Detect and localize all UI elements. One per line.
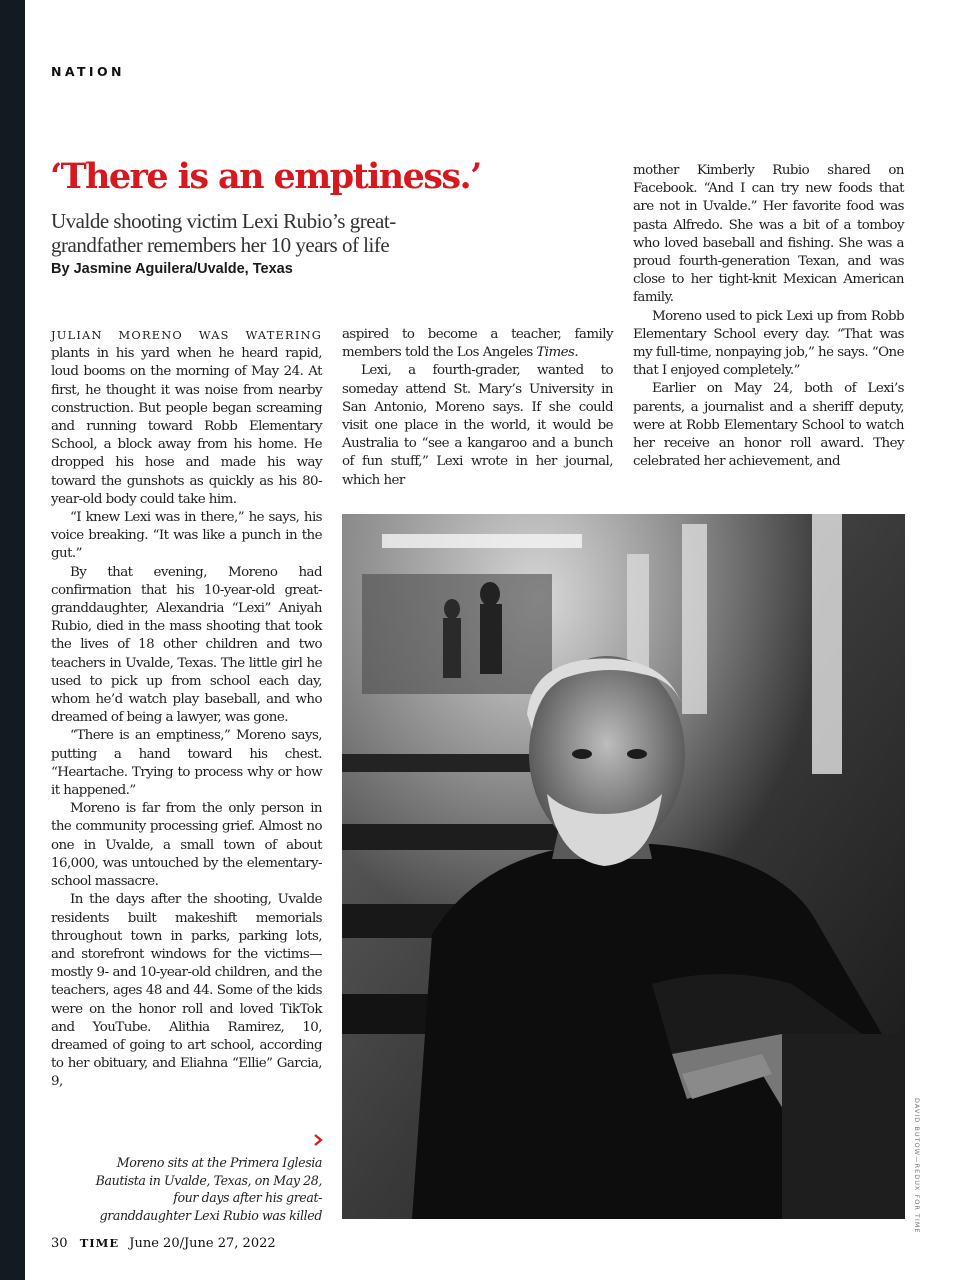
issue-date: June 20/June 27, 2022	[129, 1236, 276, 1251]
page-footer	[51, 1236, 276, 1251]
body-paragraph: aspired to become a teacher, family members told the Los Angeles Times.	[342, 327, 613, 361]
body-paragraph: “There is an emptiness,” Moreno says, putting a hand toward his chest. “Heartache. Trying to process why or how it happened.”	[51, 728, 322, 799]
article-byline: By Jasmine Aguilera/Uvalde, Texas	[51, 261, 293, 277]
magazine-brand: TIME	[79, 1236, 120, 1250]
body-paragraph: “I knew Lexi was in there,” he says, his voice breaking. “It was like a punch in the gut.”	[51, 510, 322, 562]
portrait-illustration	[342, 514, 905, 1219]
body-paragraph: Moreno used to pick Lexi up from Robb Elementary School every day. “That was my full-time, nonpaying job,” he says. “One that I enjoyed completely.”	[633, 308, 904, 379]
page-number: 30	[51, 1236, 68, 1251]
photo-credit: DAVID BUTOW—REDUX FOR TIME	[913, 1098, 921, 1234]
body-column-2	[342, 326, 613, 490]
portrait-photo	[342, 514, 905, 1219]
article-headline: ‘There is an emptiness.’	[50, 156, 481, 197]
body-paragraph: mother Kimberly Rubio shared on Facebook. “And I can try new foods that are not in Uvalde.” Her favorite food was pasta Alfredo. She was a bit of a tomboy who loved baseball and fishing. She was a proud fourth-generation Texan, and was close to her tight-knit Mexican American family.	[633, 163, 904, 306]
body-column-3	[633, 162, 904, 471]
photo-caption: Moreno sits at the Primera Iglesia Bautista in Uvalde, Texas, on May 28, four days after his great-granddaughter Lexi Rubio was killed	[95, 1155, 322, 1223]
section-label: NATION	[51, 64, 125, 79]
body-column-1	[51, 326, 322, 1092]
page-spine	[0, 0, 25, 1280]
body-paragraph: Moreno is far from the only person in the community processing grief. Almost no one in Uvalde, a small town of about 16,000, was untouched by the elementary-school massacre.	[51, 801, 322, 890]
body-paragraph: Lexi, a fourth-grader, wanted to someday attend St. Mary’s University in San Antonio, Moreno says. If she could visit one place in the world, it would be Australia to “see a kangaroo and a bunch of fun stuff,” Lexi wrote in her journal, which her	[342, 363, 613, 488]
body-paragraph: In the days after the shooting, Uvalde residents built makeshift memorials throughout town in parks, parking lots, and storefront windows for the victims—mostly 9- and 10-year-old children, and the teachers, ages 48 and 44. Some of the kids were on the honor roll and loved TikTok and YouTube. Alithia Ramirez, 10, dreamed of going to art school, according to her obituary, and Eliahna “Ellie” Garcia, 9,	[51, 892, 322, 1090]
chevron-right-icon	[313, 1133, 323, 1147]
body-paragraph: By that evening, Moreno had confirmation that his 10-year-old great-granddaughter, Alexandria “Lexi” Aniyah Rubio, died in the mass shooting that took the lives of 18 other children and two teachers in Uvalde, Texas. The little girl he used to pick up from school each day, whom he’d watch play baseball, and who dreamed of being a lawyer, was gone.	[51, 564, 322, 726]
lead-in: JULIAN MORENO WAS WATERING	[51, 328, 322, 342]
body-paragraph: JULIAN MORENO WAS WATERING plants in his yard when he heard rapid, loud booms on the morning of May 24. At first, he thought it was noise from nearby construction. But people began screaming and running toward Robb Elementary School, a block away from his home. He dropped his hose and made his way toward the gunshots as quickly as his 80-year-old body could take him.	[51, 328, 322, 507]
article-dek: Uvalde shooting victim Lexi Rubio’s great-grandfather remembers her 10 years of life	[51, 209, 396, 257]
body-paragraph: Earlier on May 24, both of Lexi’s parents, a journalist and a sheriff deputy, were at Robb Elementary School to watch her receive an honor roll award. They celebrated her achievement, and	[633, 381, 904, 470]
